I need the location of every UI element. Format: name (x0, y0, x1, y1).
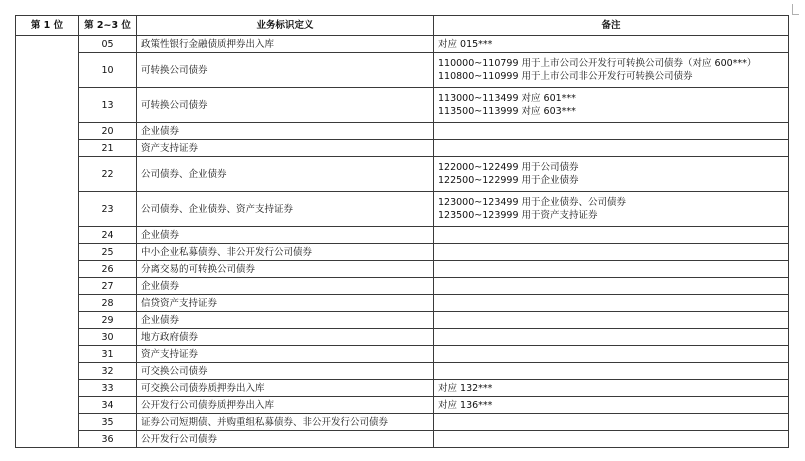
code-cell: 28 (79, 295, 137, 312)
remarks-cell (434, 88, 789, 123)
remarks-cell (434, 397, 789, 414)
code-cell: 25 (79, 244, 137, 261)
page-corner-mark (792, 4, 799, 15)
code-cell: 27 (79, 278, 137, 295)
remark-line: 对应 132*** (438, 382, 493, 394)
code-cell: 10 (79, 53, 137, 88)
business-code-table (15, 15, 789, 448)
code-cell: 33 (79, 380, 137, 397)
remarks-cell (434, 244, 789, 261)
remarks-cell (434, 36, 789, 53)
definition-cell: 可转换公司债券 (137, 53, 434, 88)
remarks-cell (434, 363, 789, 380)
definition-cell: 企业债券 (137, 227, 434, 244)
remark-line: 113000~113499 对应 601*** (438, 93, 576, 104)
header-first-digit: 第 1 位 (16, 16, 79, 36)
code-cell: 34 (79, 397, 137, 414)
code-cell: 31 (79, 346, 137, 363)
table-row (16, 88, 789, 123)
header-definition: 业务标识定义 (137, 16, 434, 36)
table-row (16, 329, 789, 346)
table-row (16, 140, 789, 157)
code-cell: 29 (79, 312, 137, 329)
table-body (16, 36, 789, 448)
definition-cell: 资产支持证券 (137, 140, 434, 157)
remarks-cell (434, 346, 789, 363)
table-row (16, 192, 789, 227)
remarks-cell (434, 295, 789, 312)
header-row (16, 16, 789, 36)
remarks-cell (434, 123, 789, 140)
code-cell: 30 (79, 329, 137, 346)
remark-line: 122000~122499 用于公司债券 (438, 162, 579, 173)
definition-cell: 可交换公司债券质押券出入库 (137, 380, 434, 397)
definition-cell: 公开发行公司债券 (137, 431, 434, 448)
code-cell: 26 (79, 261, 137, 278)
table-row (16, 278, 789, 295)
code-cell: 32 (79, 363, 137, 380)
definition-cell: 中小企业私募债券、非公开发行公司债券 (137, 244, 434, 261)
remarks-cell (434, 312, 789, 329)
remark-line: 对应 136*** (438, 399, 493, 411)
remark-line: 对应 015*** (438, 38, 493, 50)
code-cell: 13 (79, 88, 137, 123)
first-digit-cell (16, 36, 79, 448)
table-row (16, 346, 789, 363)
code-cell: 36 (79, 431, 137, 448)
table-row (16, 123, 789, 140)
code-cell: 05 (79, 36, 137, 53)
table-row (16, 53, 789, 88)
definition-cell: 资产支持证券 (137, 346, 434, 363)
table-row (16, 261, 789, 278)
remarks-cell (434, 140, 789, 157)
remark-line: 110800~110999 用于上市公司非公开发行可转换公司债券 (438, 71, 693, 82)
remarks-cell (434, 261, 789, 278)
definition-cell: 企业债券 (137, 123, 434, 140)
definition-cell: 可转换公司债券 (137, 88, 434, 123)
remarks-cell (434, 278, 789, 295)
definition-cell: 企业债券 (137, 312, 434, 329)
table-row (16, 295, 789, 312)
remarks-cell (434, 157, 789, 192)
definition-cell: 企业债券 (137, 278, 434, 295)
definition-cell: 公司债券、企业债券、资产支持证券 (137, 192, 434, 227)
remark-line: 122500~122999 用于企业债券 (438, 175, 579, 186)
table-row (16, 36, 789, 53)
header-digits-2-3: 第 2~3 位 (79, 16, 137, 36)
remarks-cell (434, 227, 789, 244)
definition-cell: 分离交易的可转换公司债券 (137, 261, 434, 278)
remarks-cell (434, 431, 789, 448)
definition-cell: 政策性银行金融债质押券出入库 (137, 36, 434, 53)
remarks-cell (434, 414, 789, 431)
table-row (16, 397, 789, 414)
table-row (16, 227, 789, 244)
code-cell: 20 (79, 123, 137, 140)
remark-line: 123000~123499 用于企业债券、公司债券 (438, 197, 627, 208)
definition-cell: 地方政府债券 (137, 329, 434, 346)
definition-cell: 信贷资产支持证券 (137, 295, 434, 312)
table-row (16, 157, 789, 192)
definition-cell: 可交换公司债券 (137, 363, 434, 380)
code-cell: 21 (79, 140, 137, 157)
table-row (16, 414, 789, 431)
remarks-cell (434, 380, 789, 397)
definition-cell: 证券公司短期债、并购重组私募债券、非公开发行公司债券 (137, 414, 434, 431)
code-cell: 23 (79, 192, 137, 227)
table-row (16, 431, 789, 448)
table-row (16, 244, 789, 261)
remark-line: 123500~123999 用于资产支持证券 (438, 210, 598, 221)
remarks-cell (434, 53, 789, 88)
definition-cell: 公开发行公司债券质押券出入库 (137, 397, 434, 414)
code-cell: 35 (79, 414, 137, 431)
table-row (16, 363, 789, 380)
remark-line: 113500~113999 对应 603*** (438, 106, 576, 117)
remarks-cell (434, 192, 789, 227)
table-row (16, 312, 789, 329)
header-remarks: 备注 (434, 16, 789, 36)
code-cell: 22 (79, 157, 137, 192)
table-row (16, 380, 789, 397)
code-cell: 24 (79, 227, 137, 244)
remarks-cell (434, 329, 789, 346)
definition-cell: 公司债券、企业债券 (137, 157, 434, 192)
remark-line: 110000~110799 用于上市公司公开发行可转换公司债券（对应 600***） (438, 58, 757, 69)
